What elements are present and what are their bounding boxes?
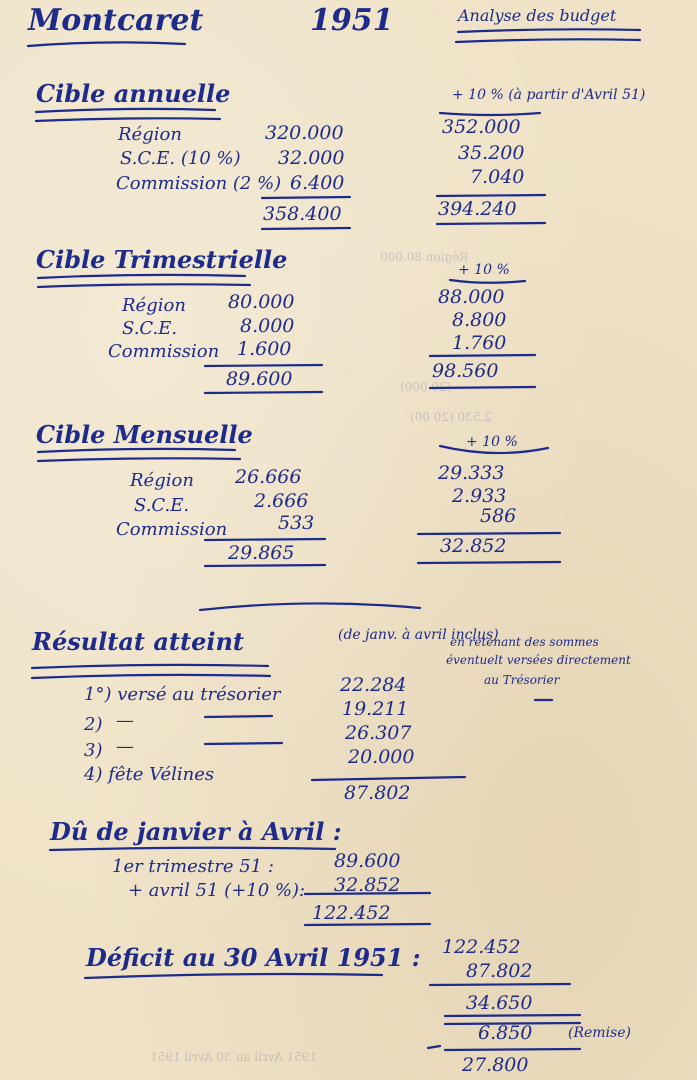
results-total: 87.802 — [344, 782, 411, 804]
quarterly-label-1: Région — [122, 295, 186, 316]
monthly-plus-total: 32.852 — [440, 535, 507, 557]
deficit-heading: Déficit au 30 Avril 1951 : — [86, 943, 421, 972]
annual-value-1: 320.000 — [265, 122, 344, 144]
results-label-1: 1°) versé au trésorier — [84, 684, 281, 705]
results-value-1: 22.284 — [340, 674, 407, 696]
deficit-adjust: 6.850 — [478, 1022, 533, 1044]
quarterly-heading: Cible Trimestrielle — [36, 245, 288, 274]
due-value-2: 32.852 — [334, 874, 401, 896]
monthly-label-3: Commission — [116, 519, 228, 540]
quarterly-plus-value-1: 88.000 — [438, 286, 505, 308]
results-dash-3: — — [116, 736, 134, 757]
annual-value-2: 32.000 — [278, 147, 345, 169]
quarterly-label-2: S.C.E. — [122, 318, 178, 339]
annual-plus-value-3: 7.040 — [470, 166, 525, 188]
annual-value-3: 6.400 — [290, 172, 345, 194]
results-value-4: 20.000 — [348, 746, 415, 768]
monthly-heading: Cible Mensuelle — [36, 420, 253, 449]
monthly-label-2: S.C.E. — [134, 495, 190, 516]
annual-heading: Cible annuelle — [36, 79, 231, 108]
deficit-subtotal: 34.650 — [466, 992, 533, 1014]
due-value-1: 89.600 — [334, 850, 401, 872]
annual-label-2: S.C.E. (10 %) — [120, 148, 241, 169]
monthly-value-1: 26.666 — [235, 466, 302, 488]
annual-plus-total: 394.240 — [438, 198, 517, 220]
due-total: 122.452 — [312, 902, 391, 924]
quarterly-label-3: Commission — [108, 341, 220, 362]
monthly-plus-value-1: 29.333 — [438, 462, 505, 484]
due-label-2: + avril 51 (+10 %): — [128, 880, 306, 901]
results-side-note-2: éventuelt versées directement — [446, 653, 631, 667]
annual-plus-value-2: 35.200 — [458, 142, 525, 164]
quarterly-plus-total: 98.560 — [432, 360, 499, 382]
quarterly-total: 89.600 — [226, 368, 293, 390]
quarterly-value-2: 8.000 — [240, 315, 295, 337]
annual-plus-value-1: 352.000 — [442, 116, 521, 138]
results-label-3: 3) — [84, 740, 103, 761]
results-label-4: 4) fête Vélines — [84, 764, 215, 785]
annual-label-1: Région — [118, 124, 182, 145]
monthly-total: 29.865 — [228, 542, 295, 564]
due-heading: Dû de janvier à Avril : — [50, 817, 342, 846]
place-title: Montcaret — [28, 3, 204, 38]
subject-title: Analyse des budget — [458, 6, 617, 25]
year-title: 1951 — [310, 3, 394, 38]
results-period-note: (de janv. à avril inclus) — [338, 627, 499, 643]
deficit-final: 27.800 — [462, 1054, 529, 1076]
monthly-plus-value-3: 586 — [480, 505, 517, 527]
results-heading: Résultat atteint — [32, 627, 245, 656]
results-label-2: 2) — [84, 714, 103, 735]
quarterly-plus-note: + 10 % — [458, 262, 510, 278]
quarterly-value-1: 80.000 — [228, 291, 295, 313]
results-dash-2: — — [116, 710, 134, 731]
results-value-3: 26.307 — [345, 722, 412, 744]
deficit-adjust-note: (Remise) — [568, 1025, 631, 1041]
due-label-1: 1er trimestre 51 : — [112, 856, 274, 877]
results-value-2: 19.211 — [342, 698, 409, 720]
annual-plus-note: + 10 % (à partir d'Avril 51) — [452, 87, 646, 103]
quarterly-value-3: 1.600 — [237, 338, 292, 360]
monthly-plus-value-2: 2.933 — [452, 485, 507, 507]
deficit-value-2: 87.802 — [466, 960, 533, 982]
results-side-note-3: au Trésorier — [484, 673, 560, 687]
monthly-plus-note: + 10 % — [466, 434, 518, 450]
monthly-value-2: 2.666 — [254, 490, 309, 512]
results-side-note-1: en retenant des sommes — [450, 635, 599, 649]
annual-label-3: Commission (2 %) — [116, 173, 282, 194]
monthly-value-3: 533 — [278, 512, 315, 534]
deficit-value-1: 122.452 — [442, 936, 521, 958]
quarterly-plus-value-2: 8.800 — [452, 309, 507, 331]
monthly-label-1: Région — [130, 470, 194, 491]
quarterly-plus-value-3: 1.760 — [452, 332, 507, 354]
annual-total: 358.400 — [263, 203, 342, 225]
